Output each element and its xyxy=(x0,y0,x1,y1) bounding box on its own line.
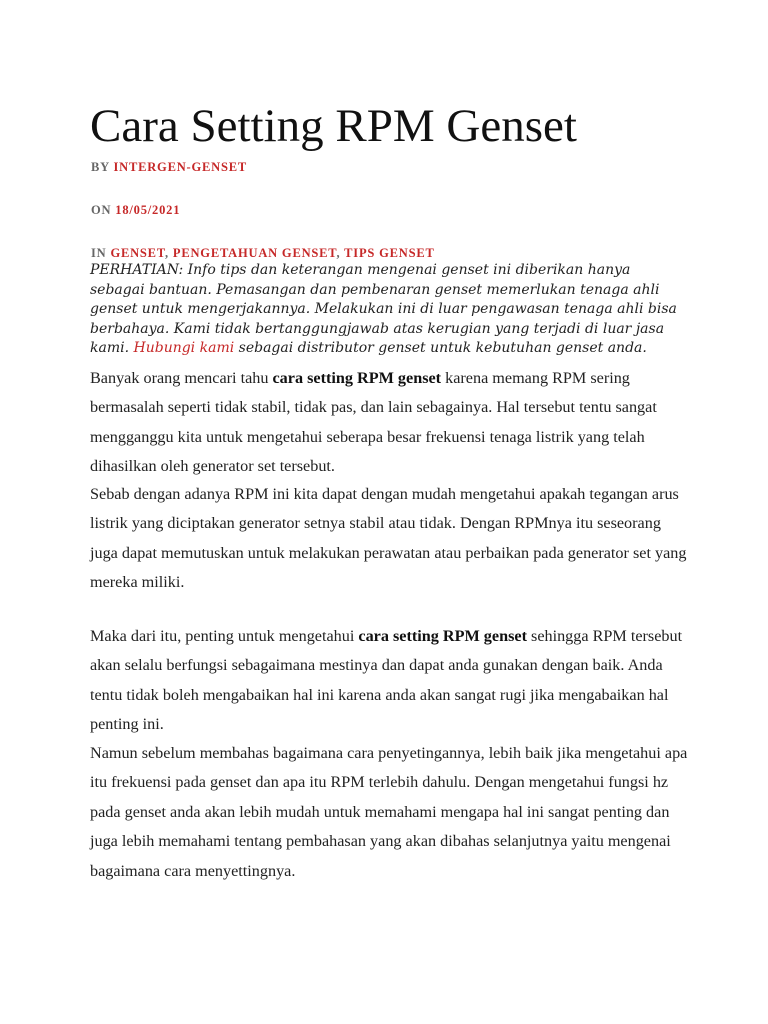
paragraph-1-lead: Banyak orang mencari tahu xyxy=(90,369,269,387)
disclaimer-notice xyxy=(90,261,680,359)
keyword-bold: cara setting RPM genset xyxy=(358,627,527,645)
paragraph-1-rest: karena memang RPM sering bermasalah seperti tidak stabil, tidak pas, dan lain sebagainya. Hal tersebut tentu sangat mengganggu kita untuk mengetahui seberapa besar frekuensi tenaga listrik yang telah dihasilkan oleh generator set tersebut. xyxy=(90,369,657,476)
categories xyxy=(91,246,435,261)
paragraph-4: Namun sebelum membahas bagaimana cara penyetingannya, lebih baik jika mengetahui apa itu frekuensi pada genset dan apa itu RPM terlebih dahulu. Dengan mengetahui fungsi hz pada genset anda akan lebih mudah untuk memahami mengapa hal ini sangat penting dan juga lebih memahami tentang pembahasan yang akan dibahas selanjutnya yaitu mengenai bagaimana cara menyettingnya. xyxy=(90,744,688,880)
paragraph-3-rest: sehingga RPM tersebut akan selalu berfungsi sebagaimana mestinya dan dapat anda gunakan dengan baik. Anda tentu tidak boleh mengabaikan hal ini karena anda akan sangat rugi jika mengabaikan hal penting ini. xyxy=(90,627,683,734)
byline-prefix: BY xyxy=(91,160,110,174)
categories-prefix: IN xyxy=(91,246,107,260)
category-separator: , xyxy=(165,246,169,260)
paragraph-3-lead: Maka dari itu, penting untuk mengetahui xyxy=(90,627,355,645)
paragraph-1 xyxy=(90,364,690,482)
notice-text: PERHATIAN: Info tips dan keterangan mengenai genset ini diberikan hanya sebagai bantuan. Pemasangan dan pembenaran genset memerlukan tenaga ahli genset untuk mengerjakannya. Melakukan ini di luar pengawasan tenaga ahli bisa berbahaya. Kami tidak bertanggungjawab atas kerugian yang terjadi di luar jasa kami. xyxy=(90,262,677,356)
keyword-bold: cara setting RPM genset xyxy=(272,369,442,387)
category-separator: , xyxy=(336,246,341,260)
category-link-tips-genset[interactable]: TIPS GENSET xyxy=(344,246,435,260)
category-link-genset[interactable]: GENSET xyxy=(110,246,166,260)
post-date xyxy=(91,203,180,218)
date-link[interactable]: 18/05/2021 xyxy=(115,203,181,217)
contact-link[interactable]: Hubungi kami xyxy=(133,340,235,356)
author-link[interactable]: INTERGEN-GENSET xyxy=(113,160,248,174)
category-link-pengetahuan-genset[interactable]: PENGETAHUAN GENSET xyxy=(172,246,337,260)
paragraph-2: Sebab dengan adanya RPM ini kita dapat dengan mudah mengetahui apakah tegangan arus listrik yang diciptakan generator setnya stabil atau tidak. Dengan RPMnya itu seseorang juga dapat memutuskan untuk melakukan perawatan atau perbaikan pada generator set yang mereka miliki. xyxy=(90,485,687,592)
notice-after-text: sebagai distributor genset untuk kebutuhan genset anda. xyxy=(238,340,647,356)
byline xyxy=(91,160,247,175)
article-title: Cara Setting RPM Genset xyxy=(90,100,577,152)
date-prefix: ON xyxy=(91,203,112,217)
paragraph-3 xyxy=(90,622,690,740)
